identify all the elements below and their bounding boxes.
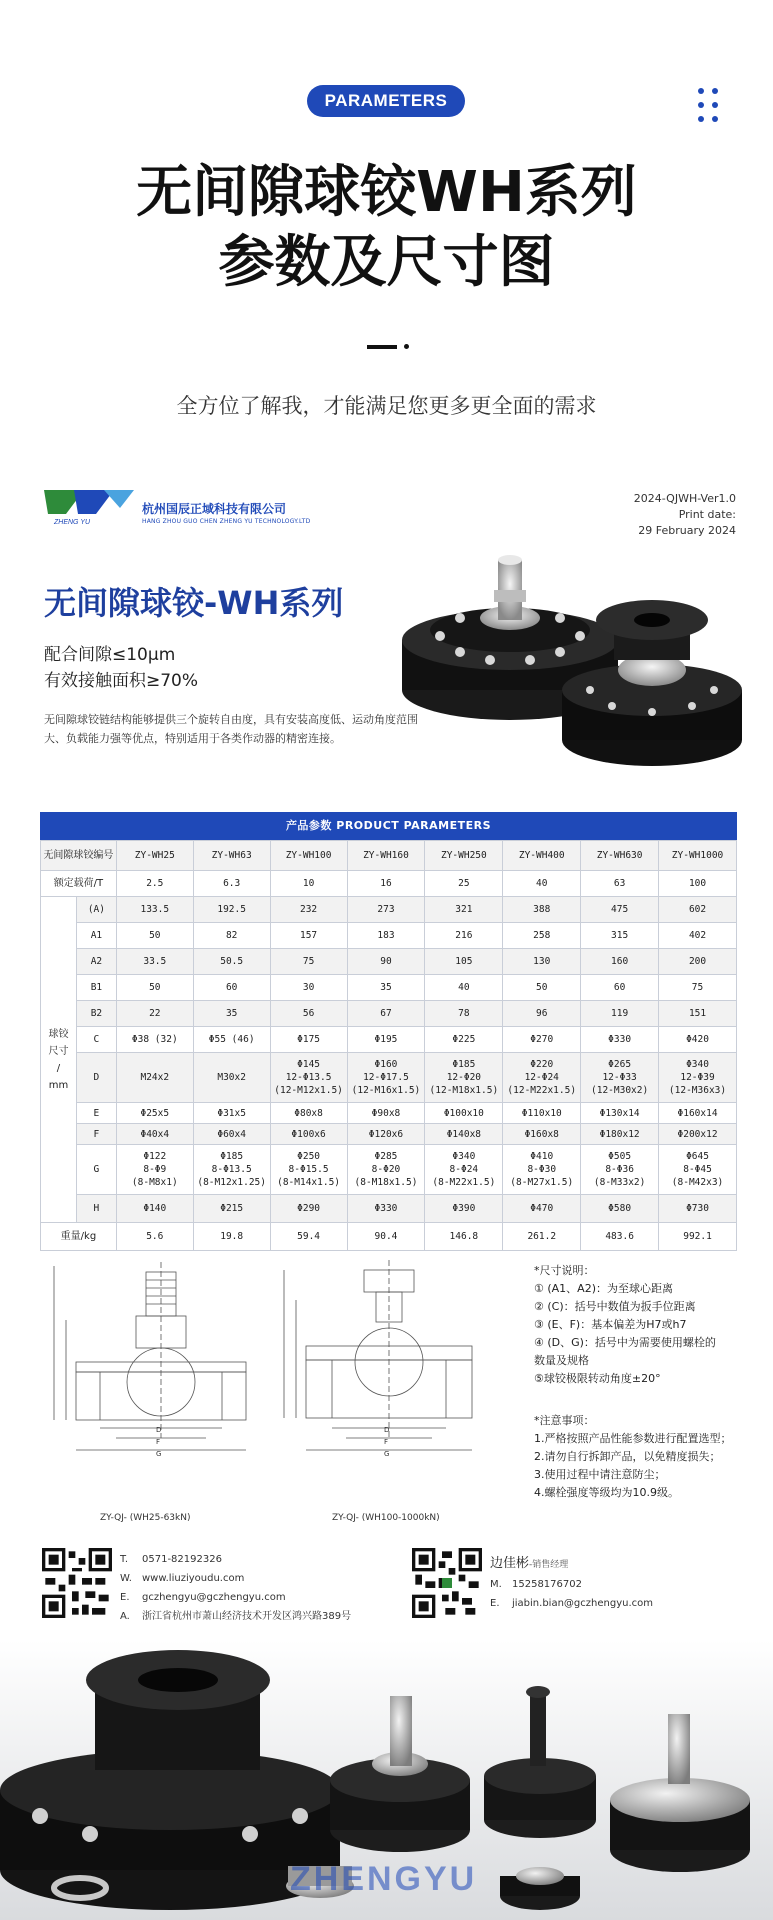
- cell: 50: [116, 923, 193, 949]
- cell: 96: [503, 1001, 581, 1027]
- row-label: F: [76, 1124, 116, 1145]
- cell: 30: [270, 975, 347, 1001]
- cell: 82: [193, 923, 270, 949]
- table-row: [41, 1001, 737, 1027]
- sales-qr-code-icon[interactable]: [412, 1548, 482, 1618]
- caution-item: 3.使用过程中请注意防尘；: [534, 1468, 666, 1481]
- load-cell: 63: [581, 871, 659, 897]
- menu-dots-icon[interactable]: [698, 88, 724, 124]
- cell: Φ40x4: [116, 1124, 193, 1145]
- cell: 475: [581, 897, 659, 923]
- cell: Φ80x8: [270, 1103, 347, 1124]
- print-date: 29 February 2024: [638, 524, 736, 537]
- cell: Φ580: [581, 1195, 659, 1223]
- table-row: [41, 1124, 737, 1145]
- cell: 56: [270, 1001, 347, 1027]
- cell: M24x2: [116, 1053, 193, 1103]
- cell: Φ31x5: [193, 1103, 270, 1124]
- cell: Φ90x8: [347, 1103, 425, 1124]
- table-row: [41, 1027, 737, 1053]
- weight-cell: 5.6: [116, 1223, 193, 1251]
- cell: 133.5: [116, 897, 193, 923]
- page-title-line1: 无间隙球铰WH系列: [136, 160, 637, 225]
- cell: Φ390: [425, 1195, 503, 1223]
- weight-cell: 261.2: [503, 1223, 581, 1251]
- product-description: 无间隙球铰链结构能够提供三个旋转自由度，具有安装高度低、运动角度范围大、负载能力强等优点，特别适用于各类作动器的精密连接。: [44, 713, 418, 745]
- load-cell: 2.5: [116, 871, 193, 897]
- model-cell: ZY-WH25: [116, 841, 193, 871]
- phone[interactable]: 0571-82192326: [142, 1554, 222, 1565]
- cell: Φ215: [193, 1195, 270, 1223]
- table-row: [41, 1223, 737, 1251]
- cell: Φ265 12-Φ33 (12-M30x2): [581, 1053, 659, 1103]
- cell: Φ200x12: [659, 1124, 737, 1145]
- cell: Φ410 8-Φ30 (8-M27x1.5): [503, 1145, 581, 1195]
- cell: Φ220 12-Φ24 (12-M22x1.5): [503, 1053, 581, 1103]
- notes-panel: [534, 1262, 744, 1502]
- cell: 50: [116, 975, 193, 1001]
- product-lineup-photo: [0, 1640, 773, 1920]
- cell: 157: [270, 923, 347, 949]
- cell: Φ505 8-Φ36 (8-M33x2): [581, 1145, 659, 1195]
- table-title: 产品参数 PRODUCT PARAMETERS: [40, 812, 737, 840]
- row-label: B2: [76, 1001, 116, 1027]
- table-row: [41, 1145, 737, 1195]
- divider-dot: [404, 344, 409, 349]
- cell: 321: [425, 897, 503, 923]
- cell: 35: [347, 975, 425, 1001]
- cell: Φ250 8-Φ15.5 (8-M14x1.5): [270, 1145, 347, 1195]
- load-cell: 16: [347, 871, 425, 897]
- cell: Φ185 8-Φ13.5 (8-M12x1.25): [193, 1145, 270, 1195]
- table-row: [41, 975, 737, 1001]
- cell: Φ175: [270, 1027, 347, 1053]
- drawing-caption-right: ZY-QJ- (WH100-1000kN): [332, 1513, 440, 1523]
- drawing-caption-left: ZY-QJ- (WH25-63kN): [100, 1513, 191, 1523]
- cell: Φ140: [116, 1195, 193, 1223]
- cell: 160: [581, 949, 659, 975]
- cell: 192.5: [193, 897, 270, 923]
- page-title-line2: 参数及尺寸图: [218, 230, 555, 295]
- print-date-label: Print date:: [678, 508, 736, 521]
- weight-cell: 992.1: [659, 1223, 737, 1251]
- load-label: 额定载荷/T: [41, 871, 117, 897]
- svg-text:G: G: [384, 1450, 390, 1458]
- cell: Φ330: [347, 1195, 425, 1223]
- cell: 183: [347, 923, 425, 949]
- row-label: H: [76, 1195, 116, 1223]
- cell: 67: [347, 1001, 425, 1027]
- cell: Φ100x10: [425, 1103, 503, 1124]
- cell: Φ180x12: [581, 1124, 659, 1145]
- cell: Φ730: [659, 1195, 737, 1223]
- cell: 105: [425, 949, 503, 975]
- table-row: [41, 1195, 737, 1223]
- weight-cell: 19.8: [193, 1223, 270, 1251]
- cell: Φ645 8-Φ45 (8-M42x3): [659, 1145, 737, 1195]
- cell: 60: [581, 975, 659, 1001]
- weight-cell: 90.4: [347, 1223, 425, 1251]
- cell: 216: [425, 923, 503, 949]
- cell: 388: [503, 897, 581, 923]
- document-info: [634, 491, 736, 539]
- sales-mobile[interactable]: 15258176702: [512, 1579, 582, 1590]
- model-cell: ZY-WH100: [270, 841, 347, 871]
- load-cell: 6.3: [193, 871, 270, 897]
- note-item: ① (A1、A2)：为至球心距离: [534, 1282, 673, 1295]
- note-item: ④ (D、G)：括号中为需要使用螺栓的: [534, 1336, 716, 1349]
- weight-label: 重量/kg: [41, 1223, 117, 1251]
- note-item: ③ (E、F)：基本偏差为H7或h7: [534, 1318, 687, 1331]
- svg-text:G: G: [156, 1450, 162, 1458]
- cell: 90: [347, 949, 425, 975]
- cell: Φ110x10: [503, 1103, 581, 1124]
- row-label: C: [76, 1027, 116, 1053]
- cell: Φ470: [503, 1195, 581, 1223]
- parameters-badge: PARAMETERS: [307, 85, 465, 117]
- svg-text:D: D: [384, 1426, 390, 1434]
- table-row: [41, 949, 737, 975]
- row-label: A1: [76, 923, 116, 949]
- table-row: [41, 1053, 737, 1103]
- note-item: ⑤球铰极限转动角度±20°: [534, 1372, 661, 1385]
- cell: 273: [347, 897, 425, 923]
- cell: Φ420: [659, 1027, 737, 1053]
- cell: Φ100x6: [270, 1124, 347, 1145]
- cell: Φ160x14: [659, 1103, 737, 1124]
- product-title: 无间隙球铰-WH系列: [44, 584, 344, 622]
- model-cell: ZY-WH630: [581, 841, 659, 871]
- model-cell: ZY-WH250: [425, 841, 503, 871]
- cell: Φ120x6: [347, 1124, 425, 1145]
- model-label: 无间隙球铰编号: [41, 841, 117, 871]
- params-grid: [40, 840, 737, 1251]
- cell: 258: [503, 923, 581, 949]
- cell: 130: [503, 949, 581, 975]
- table-row: [41, 923, 737, 949]
- table-row: [41, 841, 737, 871]
- cell: 35: [193, 1001, 270, 1027]
- cell: Φ145 12-Φ13.5 (12-M12x1.5): [270, 1053, 347, 1103]
- model-cell: ZY-WH400: [503, 841, 581, 871]
- table-row: [41, 1103, 737, 1124]
- cell: 200: [659, 949, 737, 975]
- model-cell: ZY-WH63: [193, 841, 270, 871]
- technical-drawings: [40, 1258, 510, 1528]
- sales-name: 边佳彬: [490, 1556, 530, 1571]
- cell: Φ330: [581, 1027, 659, 1053]
- watermark-text: ZHENGYU: [290, 1860, 478, 1898]
- website-link[interactable]: www.liuziyoudu.com: [142, 1573, 245, 1584]
- cell: Φ340 8-Φ24 (8-M22x1.5): [425, 1145, 503, 1195]
- model-cell: ZY-WH160: [347, 841, 425, 871]
- cell: 33.5: [116, 949, 193, 975]
- svg-text:F: F: [156, 1438, 161, 1446]
- caution-item: 2.请勿自行拆卸产品，以免精度损失；: [534, 1450, 721, 1463]
- doc-version: 2024-QJWH-Ver1.0: [633, 492, 736, 505]
- spec-contact-area: 有效接触面积≥70%: [44, 671, 199, 691]
- sales-contact: 边佳彬-销售经理 M. 15258176702 E. jiabin.bian@gczhengyu.com: [490, 1556, 653, 1609]
- email-link[interactable]: gczhengyu@gczhengyu.com: [142, 1592, 286, 1603]
- page-subtitle: 全方位了解我，才能满足您更多更全面的需求: [176, 394, 597, 418]
- cell: 50.5: [193, 949, 270, 975]
- cell: Φ130x14: [581, 1103, 659, 1124]
- svg-text:D: D: [156, 1426, 162, 1434]
- load-cell: 100: [659, 871, 737, 897]
- svg-text:F: F: [384, 1438, 389, 1446]
- cell: 60: [193, 975, 270, 1001]
- company-contact: T. 0571-82192326 W. www.liuziyoudu.com E. gczhengyu@gczhengyu.com A. 浙江省杭州市萧山经济技术开发区鸿兴路389号: [120, 1554, 352, 1622]
- cell: 75: [270, 949, 347, 975]
- cell: 151: [659, 1001, 737, 1027]
- caution-notes-title: *注意事项：: [534, 1414, 595, 1427]
- parameters-table: [40, 812, 737, 1251]
- cell: 40: [425, 975, 503, 1001]
- sales-email-link[interactable]: jiabin.bian@gczhengyu.com: [512, 1598, 653, 1609]
- cell: Φ55 (46): [193, 1027, 270, 1053]
- cell: Φ285 8-Φ20 (8-M18x1.5): [347, 1145, 425, 1195]
- cell: Φ270: [503, 1027, 581, 1053]
- spec-clearance: 配合间隙≤10μm: [44, 645, 176, 665]
- cell: 75: [659, 975, 737, 1001]
- cell: Φ25x5: [116, 1103, 193, 1124]
- sales-role: -销售经理: [529, 1560, 569, 1570]
- address: 浙江省杭州市萧山经济技术开发区鸿兴路389号: [142, 1611, 352, 1622]
- cell: Φ225: [425, 1027, 503, 1053]
- cell: M30x2: [193, 1053, 270, 1103]
- cell: Φ122 8-Φ9 (8-M8x1): [116, 1145, 193, 1195]
- row-label: A2: [76, 949, 116, 975]
- dimension-notes-title: *尺寸说明：: [534, 1264, 595, 1277]
- zhengyu-logo-icon: [44, 484, 140, 526]
- dimension-group-label: 球铰 尺寸 / mm: [41, 897, 77, 1223]
- row-label: (A): [76, 897, 116, 923]
- ball-joint-product-image: [400, 540, 745, 780]
- load-cell: 10: [270, 871, 347, 897]
- cell: Φ140x8: [425, 1124, 503, 1145]
- cell: 78: [425, 1001, 503, 1027]
- caution-item: 4.螺栓强度等级均为10.9级。: [534, 1486, 679, 1499]
- cell: Φ195: [347, 1027, 425, 1053]
- cell: 315: [581, 923, 659, 949]
- cell: Φ160 12-Φ17.5 (12-M16x1.5): [347, 1053, 425, 1103]
- table-row: [41, 897, 737, 923]
- cell: Φ160x8: [503, 1124, 581, 1145]
- cell: 232: [270, 897, 347, 923]
- company-name-cn: 杭州国辰正域科技有限公司: [142, 502, 287, 516]
- load-cell: 40: [503, 871, 581, 897]
- cell: Φ185 12-Φ20 (12-M18x1.5): [425, 1053, 503, 1103]
- row-label: E: [76, 1103, 116, 1124]
- cell: 22: [116, 1001, 193, 1027]
- row-label: B1: [76, 975, 116, 1001]
- company-qr-code-icon[interactable]: [42, 1548, 112, 1618]
- note-item: ② (C)：括号中数值为扳手位距离: [534, 1300, 696, 1313]
- cell: 602: [659, 897, 737, 923]
- cell: Φ60x4: [193, 1124, 270, 1145]
- row-label: D: [76, 1053, 116, 1103]
- caution-item: 1.严格按照产品性能参数进行配置选型；: [534, 1432, 732, 1445]
- weight-cell: 483.6: [581, 1223, 659, 1251]
- cell: 50: [503, 975, 581, 1001]
- table-row: [41, 871, 737, 897]
- weight-cell: 146.8: [425, 1223, 503, 1251]
- cell: Φ340 12-Φ39 (12-M36x3): [659, 1053, 737, 1103]
- svg-text:ZHENG YU: ZHENG YU: [54, 519, 91, 526]
- divider-dash: [367, 345, 397, 349]
- cell: Φ38 (32): [116, 1027, 193, 1053]
- row-label: G: [76, 1145, 116, 1195]
- cell: Φ290: [270, 1195, 347, 1223]
- company-name-en: HANG ZHOU GUO CHEN ZHENG YU TECHNOLOGY.LTD: [142, 518, 311, 525]
- model-cell: ZY-WH1000: [659, 841, 737, 871]
- load-cell: 25: [425, 871, 503, 897]
- weight-cell: 59.4: [270, 1223, 347, 1251]
- cell: 402: [659, 923, 737, 949]
- cell: 119: [581, 1001, 659, 1027]
- note-item: 数量及规格: [534, 1354, 589, 1367]
